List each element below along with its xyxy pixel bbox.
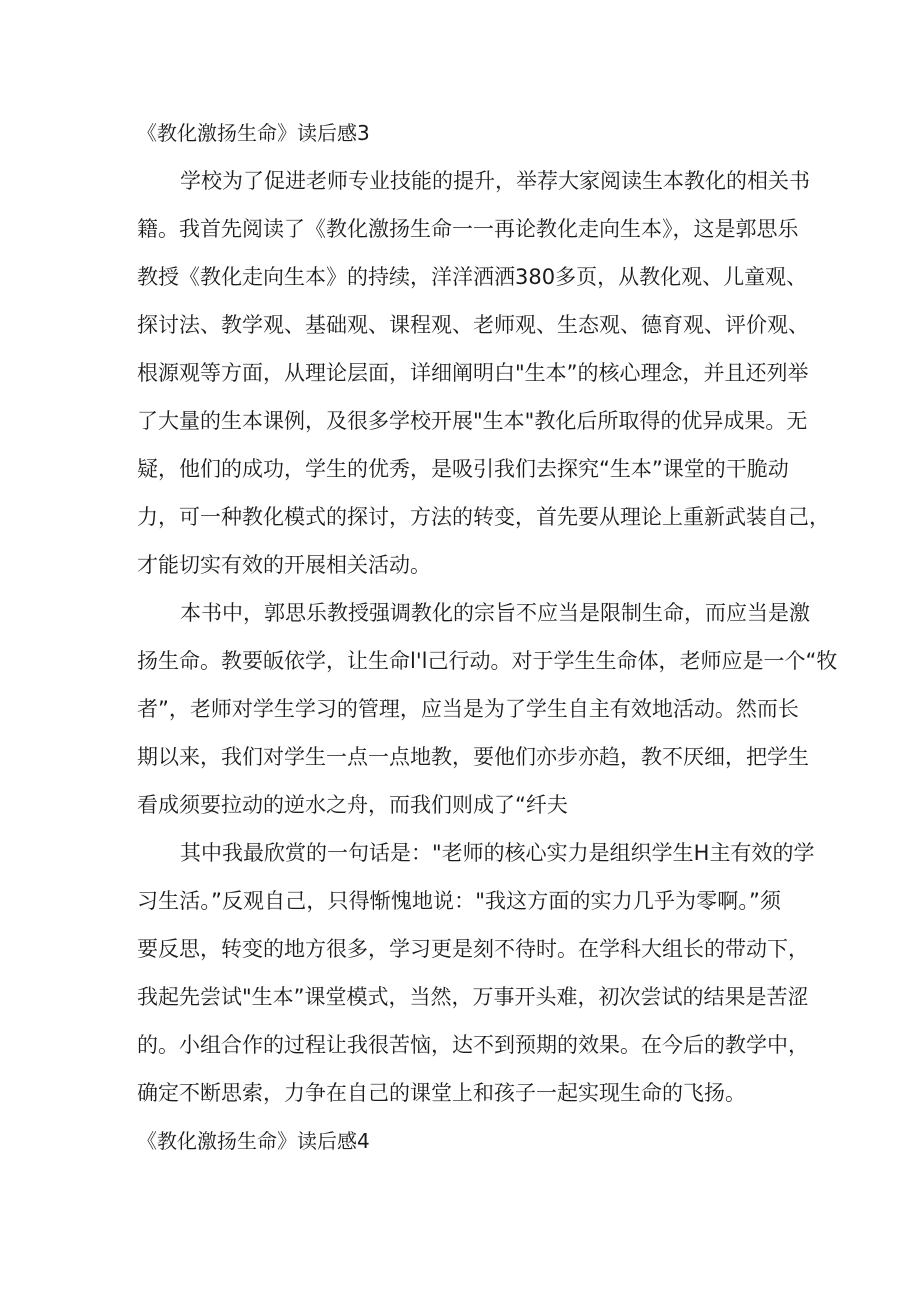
paragraph-1-line-4: 探讨法、教学观、基础观、课程观、老师观、生态观、德育观、评价观、: [137, 313, 809, 337]
paragraph-1-line-2: 籍。我首先阅读了《教化激扬生命一一再论教化走向生本》，这是郭思乐: [137, 217, 799, 241]
section-4-title: 《教化激扬生命》读后感4: [137, 1129, 370, 1153]
paragraph-2-line-4: 期以来，我们对学生一点一点地教，要他们亦步亦趋，教不厌细，把学生: [137, 745, 809, 769]
section-3-title: 《教化激扬生命》读后感3: [137, 121, 370, 145]
paragraph-3-line-2: 习生活。”反观自己，只得惭愧地说："我这方面的实力几乎为零啊。”须: [137, 889, 781, 913]
paragraph-2-line-3: 者”，老师对学生学习的管理，应当是为了学生自主有效地活动。然而长: [137, 697, 799, 721]
paragraph-3-line-3: 要反思，转变的地方很多，学习更是刻不待时。在学科大组长的带动下，: [137, 937, 809, 961]
paragraph-2-line-2: 扬生命。教要皈依学，让生命l'l己行动。对于学生生命体，老师应是一个“牧: [137, 649, 838, 673]
paragraph-3-line-6: 确定不断思索，力争在自己的课堂上和孩子一起实现生命的飞扬。: [137, 1081, 746, 1105]
paragraph-3-line-5: 的。小组合作的过程让我很苦恼，达不到预期的效果。在今后的教学中，: [137, 1033, 809, 1057]
paragraph-1-line-6: 了大量的生本课例，及很多学校开展"生本"教化后所取得的优异成果。无: [137, 409, 808, 433]
paragraph-2-line-1: 本书中，郭思乐教授强调教化的宗旨不应当是限制生命，而应当是激: [180, 601, 810, 625]
paragraph-1-line-3: 教授《教化走向生本》的持续，洋洋洒洒380多页，从教化观、儿童观、: [137, 265, 808, 289]
paragraph-1-line-8: 力，可一种教化模式的探讨，方法的转变，首先要从理论上重新武装自己，: [137, 505, 830, 529]
paragraph-2-line-5: 看成须要拉动的逆水之舟，而我们则成了“纤夫: [137, 793, 568, 817]
paragraph-1-line-7: 疑，他们的成功，学生的优秀，是吸引我们去探究“生本”课堂的干脆动: [137, 457, 789, 481]
paragraph-1-line-1: 学校为了促进老师专业技能的提升，举荐大家阅读生本教化的相关书: [180, 169, 810, 193]
paragraph-3-line-4: 我起先尝试"生本”课堂模式，当然，万事开头难，初次尝试的结果是苦涩: [137, 985, 809, 1009]
paragraph-1-line-5: 根源观等方面，从理论层面，详细阐明白"生本”的核心理念，并且还列举: [137, 361, 809, 385]
paragraph-3-line-1: 其中我最欣赏的一句话是："老师的核心实力是组织学生H主有效的学: [180, 841, 815, 865]
paragraph-1-line-9: 才能切实有效的开展相关活动。: [137, 553, 431, 577]
